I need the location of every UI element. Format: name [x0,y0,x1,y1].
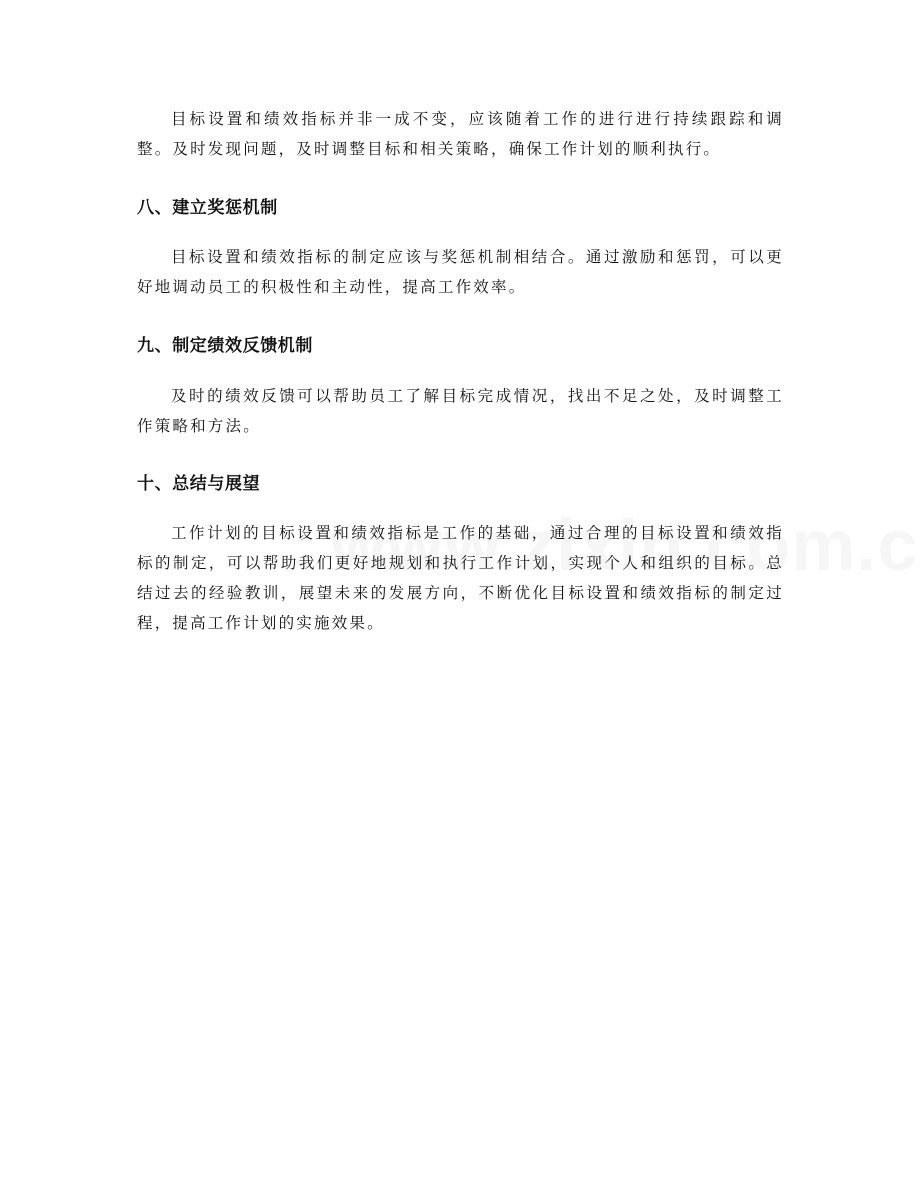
section-heading-9: 九、制定绩效反馈机制 [137,336,313,356]
section-paragraph-9: 及时的绩效反馈可以帮助员工了解目标完成情况，找出不足之处，及时调整工作策略和方法。 [137,387,784,435]
section-heading-8-block [137,195,784,221]
intro-paragraph: 目标设置和绩效指标并非一成不变，应该随着工作的进行进行持续跟踪和调整。及时发现问题，及时调整目标和相关策略，确保工作计划的顺利执行。 [137,110,784,158]
section-paragraph-9-block [137,381,784,441]
section-paragraph-10-block [137,518,784,638]
section-heading-10: 十、总结与展望 [137,474,261,494]
section-paragraph-8-block [137,242,784,302]
intro-paragraph-block [137,104,784,164]
section-heading-8: 八、建立奖惩机制 [137,198,278,218]
section-paragraph-8: 目标设置和绩效指标的制定应该与奖惩机制相结合。通过激励和惩罚，可以更好地调动员工的积极性和主动性，提高工作效率。 [137,248,784,296]
section-paragraph-10: 工作计划的目标设置和绩效指标是工作的基础，通过合理的目标设置和绩效指标的制定，可以帮助我们更好地规划和执行工作计划，实现个人和组织的目标。总结过去的经验教训，展望未来的发展方向，不断优化目标设置和绩效指标的制定过程，提高工作计划的实施效果。 [137,524,784,632]
section-heading-10-block [137,471,784,497]
section-heading-9-block [137,333,784,359]
